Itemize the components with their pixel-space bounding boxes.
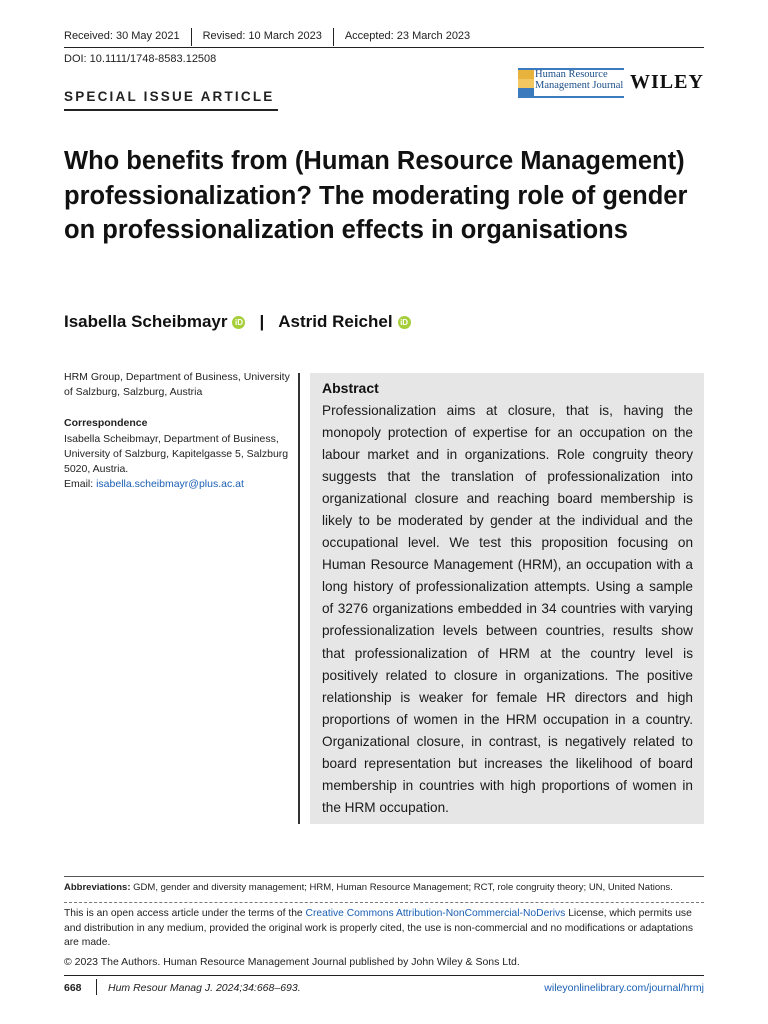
abstract-divider	[298, 373, 300, 824]
author-name[interactable]: Astrid Reichel	[278, 312, 393, 331]
article-title: Who benefits from (Human Resource Management) professionalization? The moderating role of gender on professionalization effects in organisations	[64, 147, 688, 244]
correspondence-heading: Correspondence	[64, 417, 148, 429]
abstract-text: Professionalization aims at closure, that is, having the monopoly protection of expertise for an occupation on the labour market and in organizations. Role congruity theory suggests that the translation of professionalization into organizational closure and reaching board membership is likely to be moderated by gender at the individual and the occupational level. We test this proposition focusing on Human Resource Management (HRM), an occupation with a long history of professionalization attempts. Using a sample of 3276 organizations embedded in 34 countries with varying professionalization levels between countries, results show that professionalization of HRM at the country level is positively related to closure in organizations. The positive relationship is weaker for female HR directors and high proportions of women in the HRM occupation in a country. Organizational closure, in contrast, is negatively related to board representation but increases the likelihood of board membership in countries with high proportions of women in the HRM occupation.	[322, 403, 693, 815]
article-history	[64, 30, 704, 48]
footer-separator	[96, 979, 97, 995]
affiliation: HRM Group, Department of Business, University of Salzburg, Salzburg, Austria	[64, 371, 290, 398]
copyright: © 2023 The Authors. Human Resource Management Journal published by John Wiley & Sons Ltd.	[64, 956, 520, 968]
article-type-underline	[64, 109, 278, 111]
journal-url[interactable]: wileyonlinelibrary.com/journal/hrmj	[544, 982, 704, 994]
received-date: Received: 30 May 2021	[64, 30, 180, 42]
revised-date: Revised: 10 March 2023	[202, 30, 322, 42]
license-pre: This is an open access article under the terms of the	[64, 908, 306, 919]
footer-rule	[64, 975, 704, 976]
page-footer	[64, 982, 704, 998]
correspondence	[64, 432, 292, 492]
abbreviations-label: Abbreviations:	[64, 882, 131, 893]
abbreviations	[64, 881, 704, 894]
history-separator	[333, 28, 334, 46]
orcid-icon[interactable]: iD	[398, 316, 411, 329]
correspondence-address: Isabella Scheibmayr, Department of Business, University of Salzburg, Kapitelgasse 5, Salzburg 5020, Austria.	[64, 433, 289, 475]
journal-name-line1: Human Resource	[535, 69, 608, 80]
license-post: License, which permits use and distribution in any medium, provided the original work is properly cited, the use is non-commercial and no modifications or adaptations are made.	[64, 908, 694, 948]
header-rule	[64, 47, 704, 48]
logo-bars-icon	[518, 70, 534, 96]
email-link[interactable]: isabella.scheibmayr@plus.ac.at	[96, 478, 244, 490]
license-notice	[64, 907, 704, 951]
dashed-divider	[64, 902, 704, 903]
abbreviations-text: GDM, gender and diversity management; HRM, Human Resource Management; RCT, role congruity theory; UN, United Nations.	[130, 882, 673, 893]
license-link[interactable]: Creative Commons Attribution-NonCommercial-NoDerivs	[305, 908, 566, 919]
journal-name	[535, 70, 623, 91]
logo-bottom-line	[518, 96, 624, 98]
article-type: SPECIAL ISSUE ARTICLE	[64, 89, 275, 104]
accepted-date: Accepted: 23 March 2023	[344, 30, 471, 42]
journal-citation: Hum Resour Manag J. 2024;34:668–693.	[108, 982, 301, 994]
author-name[interactable]: Isabella Scheibmayr	[64, 312, 228, 331]
author-separator: |	[259, 312, 265, 331]
journal-name-line2: Management Journal	[535, 79, 624, 91]
author-list	[64, 312, 411, 332]
doi[interactable]: DOI: 10.1111/1748-8583.12508	[64, 53, 217, 65]
page-number: 668	[64, 982, 82, 994]
footnote-rule	[64, 876, 704, 877]
abstract-heading: Abstract	[322, 380, 379, 396]
publisher-logo[interactable]: WILEY	[630, 71, 704, 93]
history-separator	[191, 28, 192, 46]
journal-logo[interactable]	[518, 68, 624, 98]
orcid-icon[interactable]: iD	[232, 316, 245, 329]
email-label: Email:	[64, 478, 97, 490]
